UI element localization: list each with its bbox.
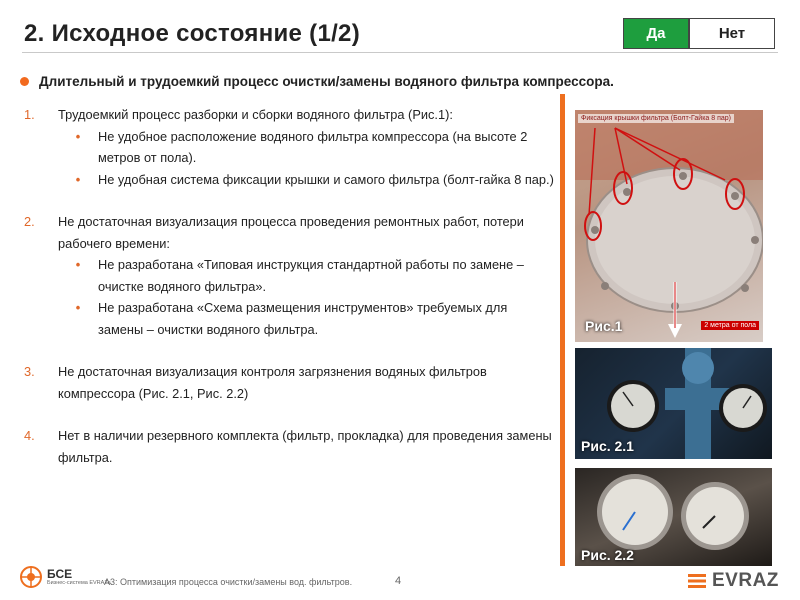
footer-caption: A3: Оптимизация процесса очистки/замены вод. фильтров. <box>104 577 353 587</box>
list-item <box>24 211 554 340</box>
bullet-icon: • <box>75 257 81 272</box>
bse-logo-name: БСЕ <box>47 567 73 581</box>
sub-item: • Не удобная система фиксации крышки и самого фильтра (болт-гайка 8 пар.) <box>58 169 554 191</box>
page-title: 2. Исходное состояние (1/2) <box>24 20 361 47</box>
sub-item: • Не разработана «Схема размещения инструментов» требуемых для замены – очистки водяного фильтра. <box>58 297 554 340</box>
evraz-logo <box>688 570 779 592</box>
item-text: Трудоемкий процесс разборки и сборки водяного фильтра (Рис.1): <box>58 107 453 122</box>
figure-1-photo <box>575 110 763 342</box>
item-number: 4. <box>24 428 35 443</box>
bullet-icon: • <box>75 300 81 315</box>
sub-item: • Не разработана «Типовая инструкция стандартной работы по замене – очистке водяного фильтра». <box>58 254 554 297</box>
bullet-icon: • <box>75 171 81 187</box>
item-number: 3. <box>24 364 35 379</box>
list-item <box>24 104 554 190</box>
page-number: 4 <box>395 575 402 587</box>
list-item <box>24 361 554 404</box>
list-item <box>24 425 554 468</box>
item-number: 2. <box>24 214 35 229</box>
item-text: Нет в наличии резервного комплекта (фильтр, прокладка) для проведения замены фильтра. <box>58 428 552 465</box>
item-number: 1. <box>24 107 35 122</box>
evraz-stripes-icon <box>688 574 706 588</box>
figure-2-1-photo <box>575 348 772 459</box>
figure-2-2-caption: Рис. 2.2 <box>581 547 634 563</box>
yes-no-toggle[interactable] <box>623 18 775 49</box>
filter-cover-illustration <box>575 110 763 342</box>
figure-1-banner: Фиксация крышки фильтра (Болт-Гайка 8 пар) <box>578 114 734 123</box>
figure-2-1-caption: Рис. 2.1 <box>581 438 634 454</box>
item-text: Не достаточная визуализация контроля загрязнения водяных фильтров компрессора (Рис. 2.1, Рис. 2.2) <box>58 364 487 401</box>
item-text: Не достаточная визуализация процесса проведения ремонтных работ, потери рабочего времени: <box>58 214 524 251</box>
figure-2-2-photo <box>575 468 772 566</box>
yes-button[interactable]: Да <box>624 19 690 48</box>
accent-divider <box>560 94 565 566</box>
title-divider <box>22 52 778 53</box>
sub-item: • Не удобное расположение водяного фильтра компрессора (на высоте 2 метров от пола). <box>58 126 554 169</box>
bse-logo-icon <box>20 566 42 588</box>
evraz-logo-text: EVRAZ <box>712 570 779 591</box>
headline <box>20 74 614 89</box>
headline-text: Длительный и трудоемкий процесс очистки/замены водяного фильтра компрессора. <box>39 74 614 89</box>
bullet-dot-icon <box>20 77 29 86</box>
issue-list <box>24 104 554 468</box>
no-button[interactable]: Нет <box>690 19 774 48</box>
figure-1-caption: Рис.1 <box>585 318 623 334</box>
bse-logo-subtitle: Бизнес-система EVRAZа <box>47 580 111 586</box>
bse-logo <box>20 566 111 588</box>
bullet-icon: • <box>75 128 81 144</box>
figure-1-height-note: 2 метра от пола <box>701 321 759 330</box>
